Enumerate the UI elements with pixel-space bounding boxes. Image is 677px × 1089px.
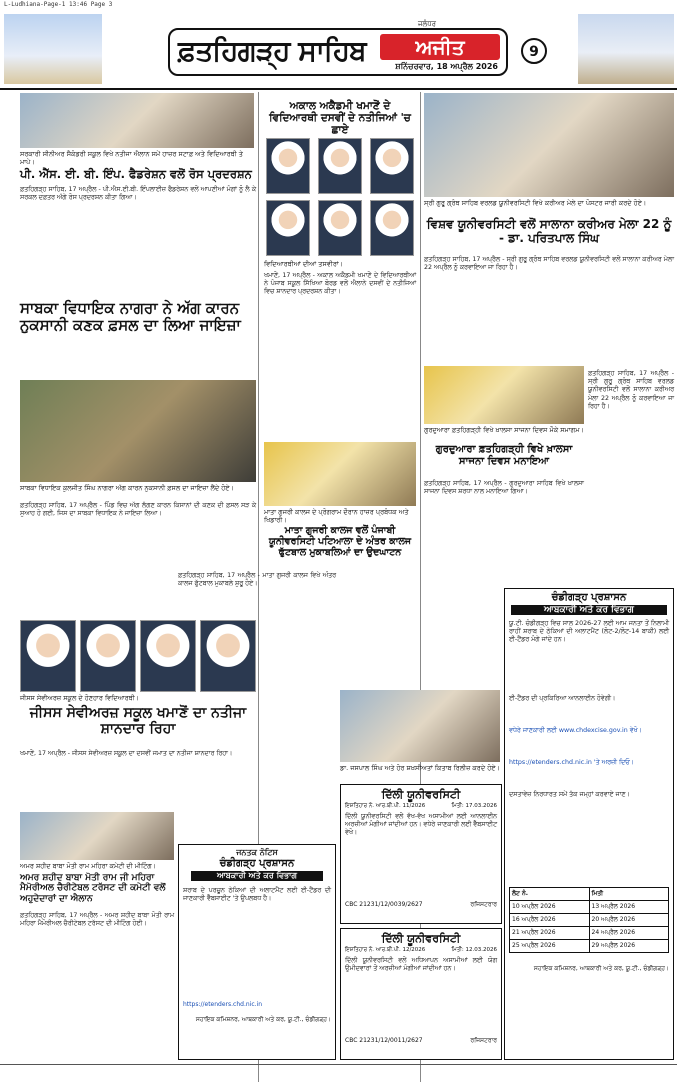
ad-date: ਮਿਤੀ: 17.03.2026 (451, 803, 497, 809)
ad-title: ਦਿੱਲੀ ਯੂਨੀਵਰਸਿਟੀ (381, 932, 461, 945)
chandigarh-excise-ad (504, 588, 674, 1060)
ad-point: https://etenders.chd.nic.in 'ਤੇ ਅਰਜ਼ੀ ਦਿਓ। (509, 759, 634, 766)
ad-footer: ਸਹਾਇਕ ਕਮਿਸ਼ਨਰ, ਆਬਕਾਰੀ ਅਤੇ ਕਰ, ਯੂ.ਟੀ., ਚੰਡੀਗੜ੍ਹ। (533, 965, 669, 972)
table-cell: ਲੋਟ ਨੰ. (510, 888, 590, 901)
ad-point: ਦਸਤਾਵੇਜ਼ ਨਿਰਧਾਰਤ ਸਮੇਂ ਤੱਕ ਜਮ੍ਹਾਂ ਕਰਵਾਏ ਜਾਣ। (509, 791, 630, 798)
photo-caption: ਅਮਰ ਸ਼ਹੀਦ ਬਾਬਾ ਮੋਤੀ ਰਾਮ ਮਹਿਰਾ ਕਮੇਟੀ ਦੀ ਮੀਟਿੰਗ। (20, 862, 157, 870)
headline: ਅਮਰ ਸ਼ਹੀਦ ਬਾਬਾ ਮੋਤੀ ਰਾਮ ਜੀ ਮਹਿਰਾ ਮੈਮੋਰੀਅਲ ਚੈਰੀਟੇਬਲ ਟਰੱਸਟ ਦੀ ਕਮੇਟੀ ਵਲੋਂ ਅਹੁਦੇਦਾਰਾਂ ਦਾ ਐਲਾਨ (20, 873, 166, 904)
headline: ਗੁਰਦੁਆਰਾ ਫ਼ਤਹਿਗੜ੍ਹੀ ਵਿਖੇ ਖ਼ਾਲਸਾ ਸਾਜਨਾ ਦਿਵਸ ਮਨਾਇਆ (435, 444, 573, 467)
delhi-university-ad (340, 928, 502, 1060)
photo-caption: ਮਾਤਾ ਗੁਜਰੀ ਕਾਲਜ ਦੇ ਪ੍ਰੋਗਰਾਮ ਦੌਰਾਨ ਹਾਜ਼ਰ ਪ੍ਰਬੰਧਕ ਅਤੇ ਖਿਡਾਰੀ। (264, 508, 409, 524)
table-cell: 24 ਅਪ੍ਰੈਲ 2026 (589, 927, 669, 940)
photo-caption: ਵਿਦਿਆਰਥੀਆਂ ਦੀਆਂ ਤਸਵੀਰਾਂ। (264, 260, 344, 268)
schedule-table (509, 887, 669, 953)
table-row (510, 888, 669, 901)
headline: ਜੀਸਸ ਸੇਵੀਅਰਜ਼ ਸਕੂਲ ਖਮਾਣੋਂ ਦਾ ਨਤੀਜਾ ਸ਼ਾਨਦਾਰ ਰਿਹਾ (29, 705, 247, 738)
photo-caption: ਸਾਬਕਾ ਵਿਧਾਇਕ ਕੁਲਜੀਤ ਸਿੰਘ ਨਾਗਰਾ ਅੱਗ ਕਾਰਨ ਨੁਕਸਾਨੀ ਫ਼ਸਲ ਦਾ ਜਾਇਜ਼ਾ ਲੈਂਦੇ ਹੋਏ। (20, 484, 234, 492)
ad-title: ਆਬਕਾਰੀ ਅਤੇ ਕਰ ਵਿਭਾਗ (511, 605, 667, 615)
student-photo (370, 200, 414, 256)
table-row (510, 901, 669, 914)
table-cell: ਮਿਤੀ (589, 888, 669, 901)
student-photo (266, 200, 310, 256)
headline: ਪੀ. ਐੱਸ. ਈ. ਬੀ. ਇੰਪ. ਫੈਡਰੇਸ਼ਨ ਵਲੋਂ ਰੋਸ ਪ੍ਰਦਰਸ਼ਨ (20, 167, 252, 181)
table-cell: 13 ਅਪ੍ਰੈਲ 2026 (589, 901, 669, 914)
ad-text: ਦਿੱਲੀ ਯੂਨੀਵਰਸਿਟੀ ਵਲੋਂ ਵੱਖ-ਵੱਖ ਅਸਾਮੀਆਂ ਲਈ ਆਨਲਾਈਨ ਅਰਜ਼ੀਆਂ ਮੰਗੀਆਂ ਜਾਂਦੀਆਂ ਹਨ। ਵਧੇਰੇ ਜਾਣਕਾਰੀ ਲਈ ਵੈੱਬਸਾਈਟ ਵੇਖੋ। (345, 813, 497, 837)
article-body: ਫ਼ਤਹਿਗੜ੍ਹ ਸਾਹਿਬ, 17 ਅਪ੍ਰੈਲ - ਮਾਤਾ ਗੁਜਰੀ ਕਾਲਜ ਵਿਖੇ ਅੰਤਰ ਕਾਲਜ ਫੁੱਟਬਾਲ ਮੁਕਾਬਲੇ ਸ਼ੁਰੂ ਹੋਏ। (178, 572, 336, 588)
photo-caption: ਸਰਕਾਰੀ ਸੀਨੀਅਰ ਸੈਕੰਡਰੀ ਸਕੂਲ ਵਿਖੇ ਨਤੀਜਾ ਐਲਾਨ ਸਮੇਂ ਹਾਜ਼ਰ ਸਟਾਫ਼ ਅਤੇ ਵਿਦਿਆਰਥੀ ਤੇ ਮਾਪੇ। (20, 150, 243, 166)
photo-caption: ਸ੍ਰੀ ਗੁਰੂ ਗ੍ਰੰਥ ਸਾਹਿਬ ਵਰਲਡ ਯੂਨੀਵਰਸਿਟੀ ਵਿਖੇ ਕਰੀਅਰ ਮੇਲੇ ਦਾ ਪੋਸਟਰ ਜਾਰੀ ਕਰਦੇ ਹੋਏ। (424, 199, 647, 207)
article-body: ਫ਼ਤਹਿਗੜ੍ਹ ਸਾਹਿਬ, 17 ਅਪ੍ਰੈਲ - ਪੀ.ਐਸ.ਈ.ਬੀ. ਇੰਪਲਾਈਜ਼ ਫੈਡਰੇਸ਼ਨ ਵਲੋਂ ਆਪਣੀਆਂ ਮੰਗਾਂ ਨੂੰ ਲੈ ਕੇ ਸਰਕਲ ਦਫ਼ਤਰ ਅੱਗੇ ਰੋਸ ਪ੍ਰਦਰਸ਼ਨ ਕੀਤਾ ਗਿਆ। (20, 186, 256, 202)
headline: ਮਾਤਾ ਗੁਜਰੀ ਕਾਲਜ ਵਲੋਂ ਪੰਜਾਬੀ ਯੂਨੀਵਰਸਿਟੀ ਪਟਿਆਲਾ ਦੇ ਅੰਤਰ ਕਾਲਜ ਫੁੱਟਬਾਲ ਮੁਕਾਬਲਿਆਂ ਦਾ ਉਦਘਾਟਨ (268, 525, 412, 558)
table-cell: 10 ਅਪ੍ਰੈਲ 2026 (510, 901, 590, 914)
masthead-rule (0, 88, 677, 90)
print-strip: L-Ludhiana-Page-1 13:46 Page 3 (0, 0, 677, 10)
headline: ਅਕਾਲ ਅਕੈਡਮੀ ਖਮਾਣੋਂ ਦੇ ਵਿਦਿਆਰਥੀ ਦਸਵੀਂ ਦੇ ਨਤੀਜਿਆਂ 'ਚ ਛਾਏ (269, 100, 411, 137)
ad-title: ਦਿੱਲੀ ਯੂਨੀਵਰਸਿਟੀ (381, 788, 461, 801)
notice-website: https://etenders.chd.nic.in (183, 1001, 263, 1008)
article-body: ਫ਼ਤਹਿਗੜ੍ਹ ਸਾਹਿਬ, 17 ਅਪ੍ਰੈਲ - ਪਿੰਡ ਵਿਚ ਅੱਗ ਲੱਗਣ ਕਾਰਨ ਕਿਸਾਨਾਂ ਦੀ ਕਣਕ ਦੀ ਫ਼ਸਲ ਸੜ ਕੇ ਸੁਆਹ ਹੋ ਗਈ, ਜਿਸ ਦਾ ਸਾਬਕਾ ਵਿਧਾਇਕ ਨੇ ਜਾਇਜ਼ਾ ਲਿਆ। (20, 502, 256, 518)
table-row (510, 927, 669, 940)
notice-footer: ਸਹਾਇਕ ਕਮਿਸ਼ਨਰ, ਆਬਕਾਰੀ ਅਤੇ ਕਰ, ਯੂ.ਟੀ., ਚੰਡੀਗੜ੍ਹ। (195, 1016, 331, 1023)
article-body: ਖਮਾਣੋਂ, 17 ਅਪ੍ਰੈਲ - ਅਕਾਲ ਅਕੈਡਮੀ ਖਮਾਣੋਂ ਦੇ ਵਿਦਿਆਰਥੀਆਂ ਨੇ ਪੰਜਾਬ ਸਕੂਲ ਸਿੱਖਿਆ ਬੋਰਡ ਵਲੋਂ ਐਲਾਨੇ ਦਸਵੀਂ ਦੇ ਨਤੀਜਿਆਂ ਵਿਚ ਸ਼ਾਨਦਾਰ ਪ੍ਰਦਰਸ਼ਨ ਕੀਤਾ। (264, 272, 416, 296)
ad-date: ਮਿਤੀ: 12.03.2026 (451, 947, 497, 953)
photo-caption: ਗੁਰਦੁਆਰਾ ਫ਼ਤਹਿਗੜ੍ਹੀ ਵਿਖੇ ਖ਼ਾਲਸਾ ਸਾਜਨਾ ਦਿਵਸ ਮੌਕੇ ਸਮਾਗਮ। (424, 426, 584, 434)
group-photo (20, 93, 254, 148)
article-body: ਖਮਾਣੋਂ, 17 ਅਪ੍ਰੈਲ - ਜੀਸਸ ਸੇਵੀਅਰਜ਼ ਸਕੂਲ ਦਾ ਦਸਵੀਂ ਜਮਾਤ ਦਾ ਨਤੀਜਾ ਸ਼ਾਨਦਾਰ ਰਿਹਾ। (20, 750, 233, 757)
table-cell: 25 ਅਪ੍ਰੈਲ 2026 (510, 940, 590, 953)
poster-release-photo (424, 93, 674, 197)
book-release-photo (340, 690, 500, 762)
masthead-city: ਜਲੰਧਰ (417, 20, 436, 28)
table-row (510, 914, 669, 927)
ad-intro: ਯੂ.ਟੀ. ਚੰਡੀਗੜ੍ਹ ਵਿਚ ਸਾਲ 2026-27 ਲਈ ਆਮ ਜਨਤਾ ਤੋਂ ਨਿਲਾਮੀ ਰਾਹੀਂ ਸ਼ਰਾਬ ਦੇ ਠੇਕਿਆਂ ਦੀ ਅਲਾਟਮੈਂਟ (ਲੋਟ-2/ਲੋਟ-14 ਬਾਕੀ) ਲਈ ਈ-ਟੈਂਡਰ ਮੰਗੇ ਜਾਂਦੇ ਹਨ। (509, 620, 669, 644)
student-photo (20, 620, 76, 692)
ad-code: CBC 21231/12/0039/2627 (345, 901, 423, 908)
notice-subtitle: ਆਬਕਾਰੀ ਅਤੇ ਕਰ ਵਿਭਾਗ (191, 871, 323, 881)
article-body: ਫ਼ਤਹਿਗੜ੍ਹ ਸਾਹਿਬ, 17 ਅਪ੍ਰੈਲ - ਸ੍ਰੀ ਗੁਰੂ ਗ੍ਰੰਥ ਸਾਹਿਬ ਵਰਲਡ ਯੂਨੀਵਰਸਿਟੀ ਵਲੋਂ ਸਾਲਾਨਾ ਕਰੀਅਰ ਮੇਲਾ 22 ਅਪ੍ਰੈਲ ਨੂੰ ਕਰਵਾਇਆ ਜਾ ਰਿਹਾ ਹੈ। (424, 256, 674, 272)
ad-ref: ਇਸ਼ਤਿਹਾਰ ਨੰ. ਆਰ.ਬੀ.ਪੀ. 11/2026 (345, 803, 426, 809)
delhi-university-ad (340, 784, 502, 924)
masthead-title: ਫ਼ਤਹਿਗੜ੍ਹ ਸਾਹਿਬ (178, 34, 366, 67)
ad-text: ਦਿੱਲੀ ਯੂਨੀਵਰਸਿਟੀ ਵਲੋਂ ਅਧਿਆਪਨ ਅਸਾਮੀਆਂ ਲਈ ਯੋਗ ਉਮੀਦਵਾਰਾਂ ਤੋਂ ਅਰਜ਼ੀਆਂ ਮੰਗੀਆਂ ਜਾਂਦੀਆਂ ਹਨ। (345, 957, 497, 973)
student-photo (80, 620, 136, 692)
photo-caption: ਡਾ. ਜਸਪਾਲ ਸਿੰਘ ਅਤੇ ਹੋਰ ਸ਼ਖ਼ਸੀਅਤਾਂ ਕਿਤਾਬ ਰਿਲੀਜ਼ ਕਰਦੇ ਹੋਏ। (340, 764, 500, 772)
masthead-photo-left (4, 14, 102, 84)
public-notice-ad (178, 844, 336, 1060)
notice-header: ਜਨਤਕ ਨੋਟਿਸ (236, 848, 278, 857)
table-cell: 16 ਅਪ੍ਰੈਲ 2026 (510, 914, 590, 927)
ad-signed: ਰਜਿਸਟਰਾਰ (470, 1037, 497, 1044)
student-photo (266, 138, 310, 194)
ad-point: ਵਧੇਰੇ ਜਾਣਕਾਰੀ ਲਈ www.chdexcise.gov.in ਵੇਖੋ। (509, 727, 642, 734)
student-photo (318, 138, 362, 194)
masthead-date: ਸ਼ਨਿੱਚਰਵਾਰ, 18 ਅਪ੍ਰੈਲ 2026 (395, 62, 498, 71)
college-photo (264, 442, 416, 506)
headline: ਸਾਬਕਾ ਵਿਧਾਇਕ ਨਾਗਰਾ ਨੇ ਅੱਗ ਕਾਰਨ ਨੁਕਸਾਨੀ ਕਣਕ ਫ਼ਸਲ ਦਾ ਲਿਆ ਜਾਇਜ਼ਾ (20, 299, 241, 335)
bottom-rule (0, 1064, 677, 1065)
student-photo (370, 138, 414, 194)
gurdwara-photo (424, 366, 584, 424)
meeting-photo (20, 812, 174, 860)
notice-text: ਸ਼ਰਾਬ ਦੇ ਪਰਚੂਨ ਠੇਕਿਆਂ ਦੀ ਅਲਾਟਮੈਂਟ ਲਈ ਈ-ਟੈਂਡਰ ਦੀ ਜਾਣਕਾਰੀ ਵੈੱਬਸਾਈਟ 'ਤੇ ਉਪਲਬਧ ਹੈ। (183, 887, 331, 903)
masthead-title-banner (168, 20, 508, 76)
table-row (510, 940, 669, 953)
masthead-photo-right (578, 14, 674, 84)
table-cell: 21 ਅਪ੍ਰੈਲ 2026 (510, 927, 590, 940)
article-body: ਫ਼ਤਹਿਗੜ੍ਹ ਸਾਹਿਬ, 17 ਅਪ੍ਰੈਲ - ਗੁਰਦੁਆਰਾ ਸਾਹਿਬ ਵਿਖੇ ਖ਼ਾਲਸਾ ਸਾਜਨਾ ਦਿਵਸ ਸ਼ਰਧਾ ਨਾਲ ਮਨਾਇਆ ਗਿਆ। (424, 480, 584, 496)
headline: ਵਿਸ਼ਵ ਯੂਨੀਵਰਸਿਟੀ ਵਲੋਂ ਸਾਲਾਨਾ ਕਰੀਅਰ ਮੇਲਾ 22 ਨੂੰ - ਡਾ. ਪਰਿਤਪਾਲ ਸਿੰਘ (426, 217, 672, 245)
student-photo (318, 200, 362, 256)
notice-dept: ਚੰਡੀਗੜ੍ਹ ਪ੍ਰਸ਼ਾਸਨ (219, 858, 295, 869)
page-number: 9 (521, 38, 547, 64)
article-body: ਫ਼ਤਹਿਗੜ੍ਹ ਸਾਹਿਬ, 17 ਅਪ੍ਰੈਲ - ਅਮਰ ਸ਼ਹੀਦ ਬਾਬਾ ਮੋਤੀ ਰਾਮ ਮਹਿਰਾ ਮੈਮੋਰੀਅਲ ਚੈਰੀਟੇਬਲ ਟਰੱਸਟ ਦੀ ਮੀਟਿੰਗ ਹੋਈ। (20, 912, 174, 928)
masthead-brand: ਅਜੀਤ (380, 34, 500, 60)
ad-signed: ਰਜਿਸਟਰਾਰ (470, 901, 497, 908)
ad-point: ਈ-ਟੈਂਡਰ ਦੀ ਪ੍ਰਕਿਰਿਆ ਆਨਲਾਈਨ ਹੋਵੇਗੀ। (509, 695, 616, 702)
photo-caption: ਜੀਸਸ ਸੇਵੀਅਰਜ਼ ਸਕੂਲ ਦੇ ਹੋਣਹਾਰ ਵਿਦਿਆਰਥੀ। (20, 694, 140, 702)
ad-code: CBC 21231/12/0011/2627 (345, 1037, 423, 1044)
field-photo (20, 380, 256, 482)
table-cell: 29 ਅਪ੍ਰੈਲ 2026 (589, 940, 669, 953)
article-body: ਫ਼ਤਹਿਗੜ੍ਹ ਸਾਹਿਬ, 17 ਅਪ੍ਰੈਲ - ਸ੍ਰੀ ਗੁਰੂ ਗ੍ਰੰਥ ਸਾਹਿਬ ਵਰਲਡ ਯੂਨੀਵਰਸਿਟੀ ਵਲੋਂ ਸਾਲਾਨਾ ਕਰੀਅਰ ਮੇਲਾ 22 ਅਪ੍ਰੈਲ ਨੂੰ ਕਰਵਾਇਆ ਜਾ ਰਿਹਾ ਹੈ। (588, 370, 674, 410)
ad-dept: ਚੰਡੀਗੜ੍ਹ ਪ੍ਰਸ਼ਾਸਨ (551, 592, 627, 603)
table-cell: 20 ਅਪ੍ਰੈਲ 2026 (589, 914, 669, 927)
ad-ref: ਇਸ਼ਤਿਹਾਰ ਨੰ. ਆਰ.ਬੀ.ਪੀ. 12/2026 (345, 947, 426, 953)
